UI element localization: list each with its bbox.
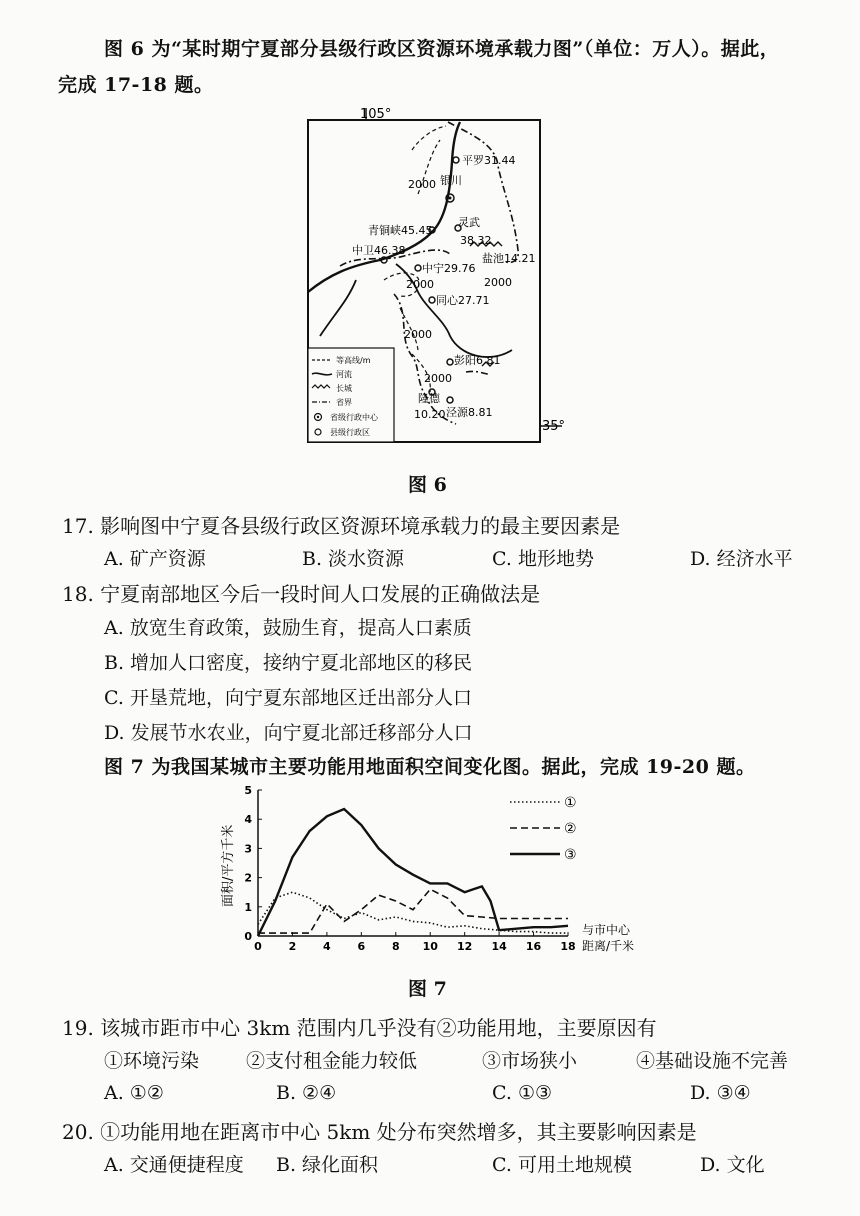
contour-label: 2000 <box>424 372 452 385</box>
legend-label-1: ① <box>564 795 577 811</box>
q20-option-a[interactable]: A. 交通便捷程度 <box>104 1154 244 1176</box>
legend-item: 省界 <box>336 398 352 407</box>
series-line-2 <box>258 889 568 933</box>
x-tick-label: 4 <box>323 940 331 953</box>
contour-label: 2000 <box>406 278 434 291</box>
legend-label-3: ③ <box>564 847 577 863</box>
label-qingtongxia: 青铜峡45.45 <box>368 224 433 237</box>
q17-option-b[interactable]: B. 淡水资源 <box>302 548 405 570</box>
q19-reason-4: ④基础设施不完善 <box>636 1050 789 1072</box>
contour-label: 2000 <box>408 178 436 191</box>
q17-option-a[interactable]: A. 矿产资源 <box>104 548 206 570</box>
q17-option-c[interactable]: C. 地形地势 <box>492 548 594 570</box>
q20-option-c[interactable]: C. 可用土地规模 <box>492 1154 632 1176</box>
q17-stem: 17. 影响图中宁夏各县级行政区资源环境承载力的最主要因素是 <box>62 514 621 538</box>
y-tick-label: 4 <box>244 813 252 827</box>
q19-option-a[interactable]: A. ①② <box>104 1082 164 1104</box>
q18-option-d[interactable]: D. 发展节水农业，向宁夏北部迁移部分人口 <box>104 722 473 744</box>
fig6-intro-line2: 完成 17-18 题。 <box>58 74 214 96</box>
chart-xlabel-line2: 距离/千米 <box>582 939 635 953</box>
legend-item: 河流 <box>336 370 352 379</box>
series-line-1 <box>258 892 568 933</box>
fig6-intro-line1: 图 6 为“某时期宁夏部分县级行政区资源环境承载力图”（单位：万人）。据此， <box>104 38 780 60</box>
label-zhongwei: 中卫46.38 <box>352 244 406 257</box>
fig7-intro: 图 7 为我国某城市主要功能用地面积空间变化图。据此，完成 19-20 题。 <box>104 756 756 778</box>
label-lingwu-val: 38.32 <box>460 234 492 247</box>
label-tongxin: 同心27.71 <box>436 294 490 307</box>
q19-reason-2: ②支付租金能力较低 <box>246 1050 418 1072</box>
q18-stem: 18. 宁夏南部地区今后一段时间人口发展的正确做法是 <box>62 582 541 606</box>
lat-label: 35° <box>542 419 566 434</box>
chart-xlabel-line1: 与市中心 <box>582 923 631 937</box>
legend-item: 省级行政中心 <box>330 413 378 422</box>
legend-label-2: ② <box>564 821 577 837</box>
q19-reason-3: ③市场狭小 <box>482 1050 578 1072</box>
x-tick-label: 0 <box>254 940 262 953</box>
label-yanchi: 盐池14.21 <box>482 252 536 265</box>
x-tick-label: 10 <box>422 940 438 953</box>
x-tick-label: 12 <box>457 940 473 953</box>
q19-option-b[interactable]: B. ②④ <box>276 1082 337 1104</box>
y-tick-label: 5 <box>244 784 252 797</box>
x-tick-label: 6 <box>357 940 366 953</box>
q20-stem: 20. ①功能用地在距离市中心 5km 处分布突然增多，其主要影响因素是 <box>62 1120 697 1144</box>
q20-option-b[interactable]: B. 绿化面积 <box>276 1154 379 1176</box>
contour-label: 2000 <box>484 276 512 289</box>
x-tick-label: 2 <box>288 940 297 953</box>
label-jingyuan: 泾源8.81 <box>446 406 493 419</box>
q19-stem: 19. 该城市距市中心 3km 范围内几乎没有②功能用地，主要原因有 <box>62 1016 657 1040</box>
label-pingluo: 平罗31.44 <box>462 154 516 167</box>
q20-option-d[interactable]: D. 文化 <box>700 1154 765 1176</box>
q18-option-a[interactable]: A. 放宽生育政策，鼓励生育，提高人口素质 <box>104 617 472 639</box>
q19-option-d[interactable]: D. ③④ <box>690 1082 751 1104</box>
x-tick-label: 14 <box>491 940 507 953</box>
q19-option-c[interactable]: C. ①③ <box>492 1082 553 1104</box>
q18-option-c[interactable]: C. 开垦荒地，向宁夏东部地区迁出部分人口 <box>104 687 472 709</box>
x-tick-label: 16 <box>525 940 542 953</box>
fig6-caption: 图 6 <box>408 474 447 496</box>
label-pengyang: 彭阳6.81 <box>454 354 501 367</box>
legend-item: 等高线/m <box>336 356 371 365</box>
chart-ylabel: 面积/平方千米 <box>221 824 236 907</box>
lon-label: 105° <box>360 107 392 122</box>
label-yinchuan: 银川 <box>440 174 462 187</box>
y-tick-label: 0 <box>244 930 252 943</box>
land-use-chart <box>210 780 660 970</box>
label-zhongning: 中宁29.76 <box>422 262 476 275</box>
q17-option-d[interactable]: D. 经济水平 <box>690 548 793 570</box>
y-tick-label: 1 <box>244 900 252 914</box>
y-tick-label: 3 <box>244 842 252 856</box>
label-longde-val: 10.20 <box>414 408 446 421</box>
x-tick-label: 8 <box>391 940 400 953</box>
q18-option-b[interactable]: B. 增加人口密度，接纳宁夏北部地区的移民 <box>104 652 473 674</box>
q19-reason-1: ①环境污染 <box>104 1050 200 1072</box>
legend-item: 县级行政区 <box>330 428 370 437</box>
fig7-caption: 图 7 <box>408 978 447 1000</box>
label-lingwu: 灵武 <box>458 216 480 229</box>
y-tick-label: 2 <box>244 871 252 885</box>
label-longde: 隆德 <box>418 392 440 405</box>
ningxia-map <box>300 104 570 444</box>
contour-label: 2000 <box>404 328 432 341</box>
x-tick-label: 18 <box>560 940 576 953</box>
legend-item: 长城 <box>336 384 352 393</box>
